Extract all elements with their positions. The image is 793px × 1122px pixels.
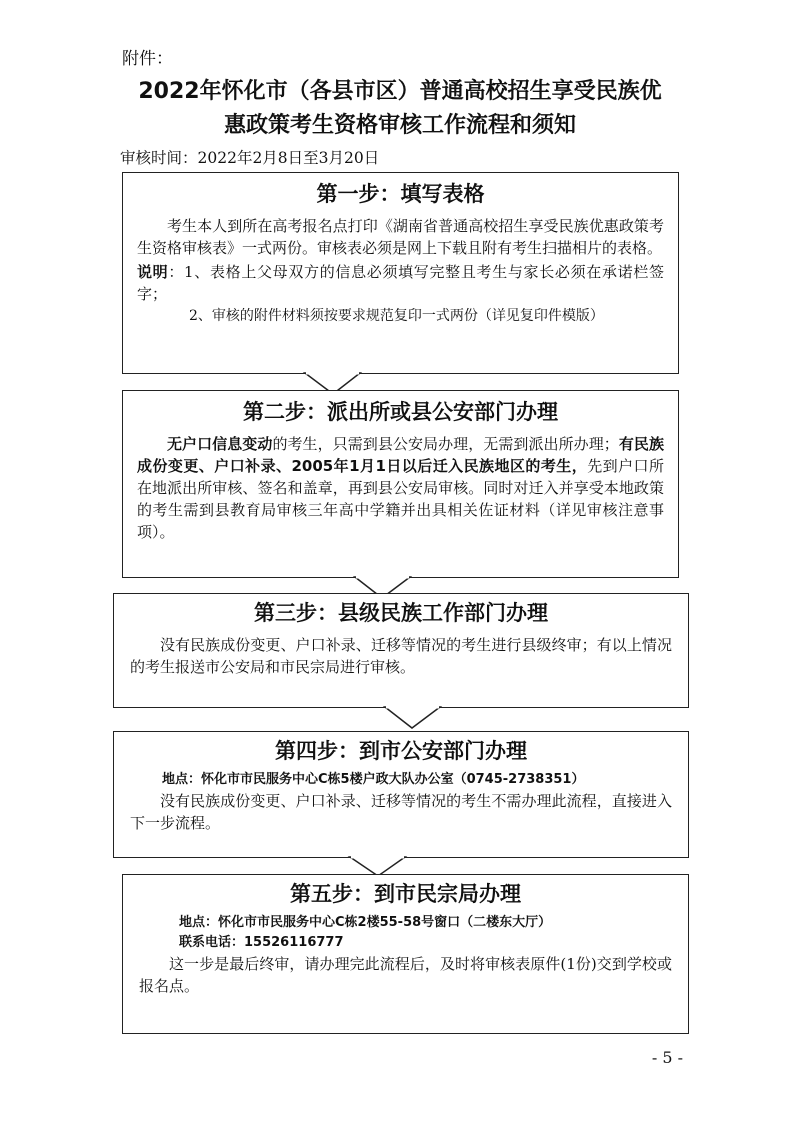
step3-box <box>113 593 689 708</box>
step4-box <box>113 731 689 858</box>
step4-address: 地点：怀化市市民服务中心C栋5楼户政大队办公室（0745-2738351） <box>162 772 585 787</box>
step2-box <box>122 390 679 578</box>
step2-bold1: 无户口信息变动 <box>167 435 273 453</box>
step2-body <box>137 433 664 543</box>
step3-body: 没有民族成份变更、户口补录、迁移等情况的考生进行县级终审；有以上情况的考生报送市公安局和市民宗局进行审核。 <box>130 636 672 676</box>
step5-body: 这一步是最后终审，请办理完此流程后，及时将审核表原件(1份)交到学校或报名点。 <box>139 955 672 995</box>
step1-note2: 2、审核的附件材料须按要求规范复印一式两份（详见复印件模版） <box>189 308 604 324</box>
step2-bold2: 有民族成份变更、户口补录、2005年1月1日以后迁入民族地区的考生， <box>137 435 664 475</box>
step1-body: 考生本人到所在高考报名点打印《湖南省普通高校招生享受民族优惠政策考生资格审核表》一式两份。审核表必须是网上下载且附有考生扫描相片的表格。 <box>137 217 664 257</box>
step4-body: 没有民族成份变更、户口补录、迁移等情况的考生不需办理此流程，直接进入下一步流程。 <box>130 792 672 832</box>
step1-note1: ：1、表格上父母双方的信息必须填写完整且考生与家长必须在承诺栏签字； <box>137 263 664 303</box>
step1-note <box>137 261 664 305</box>
step1-note-label: 说明 <box>137 263 169 281</box>
document-title-line2: 惠政策考生资格审核工作流程和须知 <box>223 113 576 138</box>
step2-text2: 先到户口所在地派出所审核、签名和盖章，再到县公安局审核。同时对迁入并享受本地政策的考生需到县教育局审核三年高中学籍并出具相关佐证材料（详见审核注意事项）。 <box>137 457 664 541</box>
review-time: 审核时间：2022年2月8日至3月20日 <box>120 149 380 167</box>
step4-title: 第四步：到市公安部门办理 <box>275 739 527 763</box>
document-title-line1: 2022年怀化市（各县市区）普通高校招生享受民族优 <box>138 79 662 104</box>
step5-title: 第五步：到市民宗局办理 <box>290 882 521 906</box>
page-number: - 5 - <box>651 1048 683 1067</box>
step5-phone: 联系电话：15526116777 <box>179 935 344 950</box>
step2-title: 第二步：派出所或县公安部门办理 <box>243 400 558 424</box>
step2-text1: 的考生，只需到县公安局办理，无需到派出所办理； <box>272 435 619 453</box>
attachment-label: 附件： <box>122 49 173 69</box>
step5-box <box>122 874 689 1034</box>
step1-title: 第一步：填写表格 <box>316 182 485 206</box>
step5-address: 地点：怀化市市民服务中心C栋2楼55-58号窗口（二楼东大厅） <box>179 915 552 930</box>
step1-box <box>122 172 679 374</box>
step3-title: 第三步：县级民族工作部门办理 <box>254 601 548 625</box>
